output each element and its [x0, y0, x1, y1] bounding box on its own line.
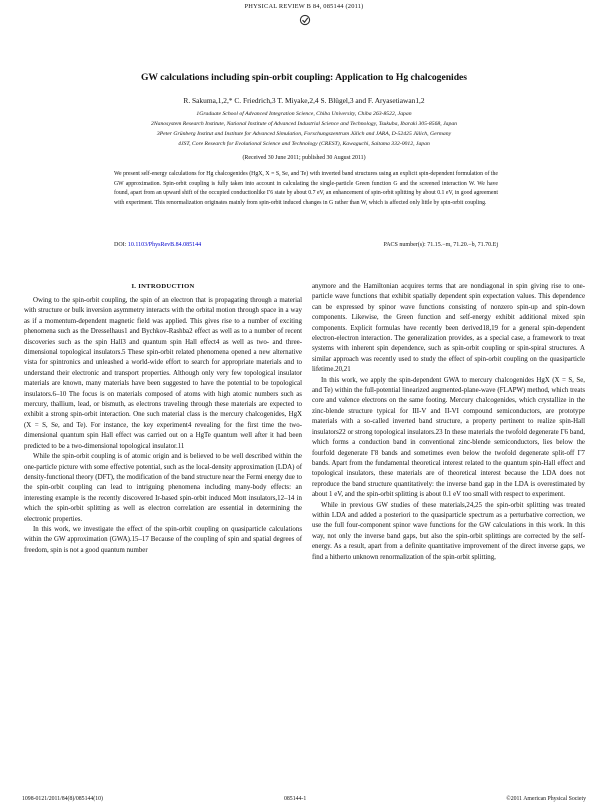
affiliation-2: 2Nanosystem Research Institute, National Institute of Advanced Industrial Science and Technology, Tsukuba, Ibaraki 305-8568, Japan [150, 121, 458, 127]
received-dates: (Received 30 June 2011; published 30 August 2011) [242, 155, 366, 161]
author-list: R. Sakuma,1,2,* C. Friedrich,3 T. Miyake,2,4 S. Blügel,3 and F. Aryasetiawan1,2 [183, 96, 425, 105]
footer-copyright: ©2011 American Physical Society [506, 796, 586, 802]
footer-issn: 1098-0121/2011/84(8)/085144(10) [22, 796, 103, 802]
paper-title: GW calculations including spin-orbit coupling: Application to Hg chalcogenides [140, 72, 468, 83]
abstract: We present self-energy calculations for Hg chalcogenides (HgX, X = S, Se, and Te) with inverted band structures using an explicit spin-dependent formulation of the GW approximation. Spin-orbit coupling is fully taken into account in calculating the single-particle Green function G and the screened interaction W. We have found, apart from an upward shift of the occupied conductionlike Γ6 state by about 0.7 eV, an enhancement of spin-orbit splitting by about 0.1 eV, in good agreement with experiment. This renormalization originates mainly from spin-orbit induced changes in G rather than W, which is affected only little by spin-orbit coupling. [114, 171, 498, 206]
paragraph: In this work, we apply the spin-dependent GWA to mercury chalcogenides HgX (X = S, Se, and Te) within the full-potential linearized augmented-plane-wave (FLAPW) method, which treats core and valence electrons on the same footing. Mercury chalcogenides, which crystallize in the zinc-blende structure typical for III-V and II-VI compound semiconductors, are prototype materials with a so-called inverted band structure, a property pertinent to realize spin-Hall insulators22 or strong topological insulators.23 In these materials the twofold degenerate Γ6 band, which forms a conduction band in conventional zinc-blende semiconductors, lies below the fourfold degenerate Γ8 bands and sometimes even below the twofold degenerate split-off Γ7 bands. Apart from the fundamental theoretical interest related to the quantum spin-Hall effect and topological insulators, these materials are of theoretical interest because the LDA does not reproduce the band structure quantitatively: the inverse band gap in the LDA is overestimated by about 1 eV, and the spin-orbit splitting is about 0.1 eV too small with respect to experiment. [312, 376, 585, 499]
affiliation-4: 4JST, Core Research for Evolutional Science and Technology (CREST), Kawaguchi, Saitama 332-0012, Japan [178, 141, 430, 147]
paragraph: anymore and the Hamiltonian acquires terms that are nondiagonal in spin giving rise to one-particle wave functions that exhibit spatially dependent spin expectation values. This dependence can be expressed by spinor wave functions consisting of nonzero spin-up and spin-down components. Likewise, the Green function and self-energy exhibit additional mixed spin components. Explicit formulas have recently been derived18,19 for a general spin-dependent electron-electron interaction. The generalization provides, as a special case, a framework to treat systems with inherent spin dependence, such as spin-orbit coupling or spin-spiral structures. A similar approach was recently used to study the effect of spin-orbit coupling on the quasiparticle lifetime.20,21 [312, 283, 585, 374]
affiliation-3: 3Peter Grünberg Institut and Institute for Advanced Simulation, Forschungszentrum Jülich and JARA, D-52425 Jülich, Germany [156, 131, 452, 137]
footer-page-number: 085144-1 [284, 796, 307, 802]
doi-label: DOI: [114, 242, 128, 248]
doi-pacs-line [114, 242, 498, 248]
affiliation-1: 1Graduate School of Advanced Integration Science, Chiba University, Chiba 263-8522, Japan [196, 111, 412, 117]
right-column [312, 282, 585, 563]
paragraph: While the spin-orbit coupling is of atomic origin and is believed to be well described within the one-particle picture with some effective potential, such as the local-density approximation (LDA) of density-functional theory (DFT), the modification of the band structure near the Fermi energy due to the spin-orbit coupling can lead to intriguing phenomena including many-body effects: an interesting example is the recently discovered Ir-based spin-orbit induced Mott insulators,12–14 in which the spin-orbit splitting as well as electron correlation are essential in determining the electronic properties. [24, 453, 302, 523]
pacs-numbers: PACS number(s): 71.15.−m, 71.20.−b, 71.70.Ej [383, 242, 498, 248]
crossmark-icon[interactable] [298, 14, 312, 26]
section-heading: I. INTRODUCTION [131, 283, 195, 290]
paragraph: Owing to the spin-orbit coupling, the spin of an electron that is propagating through a material with structure or bulk inversion asymmetry interacts with the orbital motion through space in a way as if a momentum-dependent magnetic field was applied. This gives rise to a number of exciting phenomena such as the Dresselhaus1 and Bychkov-Rashba2 effect as well as to a number of recent discoveries such as the spin Hall3 and quantum spin Hall effect4 as well as two- and three-dimensional topological insulators.5 These spin-orbit related phenomena opened a new alternative vista for spintronics and unleashed a world-wide effort to search for appropriate materials and to understand their electronic and transport properties. Although only very few topological insulator materials are known, many materials have been suggested to have the potential to be topological insulators.6–10 The focus is on materials composed of atoms with high atomic numbers such as mercury, thallium, lead, or bismuth, as electrons traveling through these materials are expected to exhibit a strong spin-orbit interaction. One such material class is the mercury chalcogenides, HgX (X = S, Se, and Te). For instance, the key experiment4 revealing for the first time the two-dimensional quantum spin Hall effect was carried out on a HgTe quantum well after it had been predicted to be a two-dimensional topological insulator.11 [24, 297, 302, 450]
paragraph: In this work, we investigate the effect of the spin-orbit coupling on quasiparticle calculations within the GW approximation (GWA).15–17 Because of the coupling of spin and spatial degrees of freedom, spin is not a good quantum number [24, 525, 302, 554]
doi-link[interactable]: 10.1103/PhysRevB.84.085144 [127, 242, 202, 248]
paragraph: While in previous GW studies of these materials,24,25 the spin-orbit splitting was treated within LDA and added a posteriori to the quasiparticle spectrum as a perturbative correction, we use the full four-component spinor wave functions for the GW calculations in this work. In this way, not only the inverse band gaps, but also the spin-orbit splittings are corrected by the self-energy. As a result, apart from a definite quantitative improvement of the direct inverse gaps, we find a hitherto unknown renormalization of the spin-orbit splitting, [312, 501, 585, 561]
journal-header: PHYSICAL REVIEW B 84, 085144 (2011) [244, 3, 364, 10]
left-column [24, 296, 302, 556]
